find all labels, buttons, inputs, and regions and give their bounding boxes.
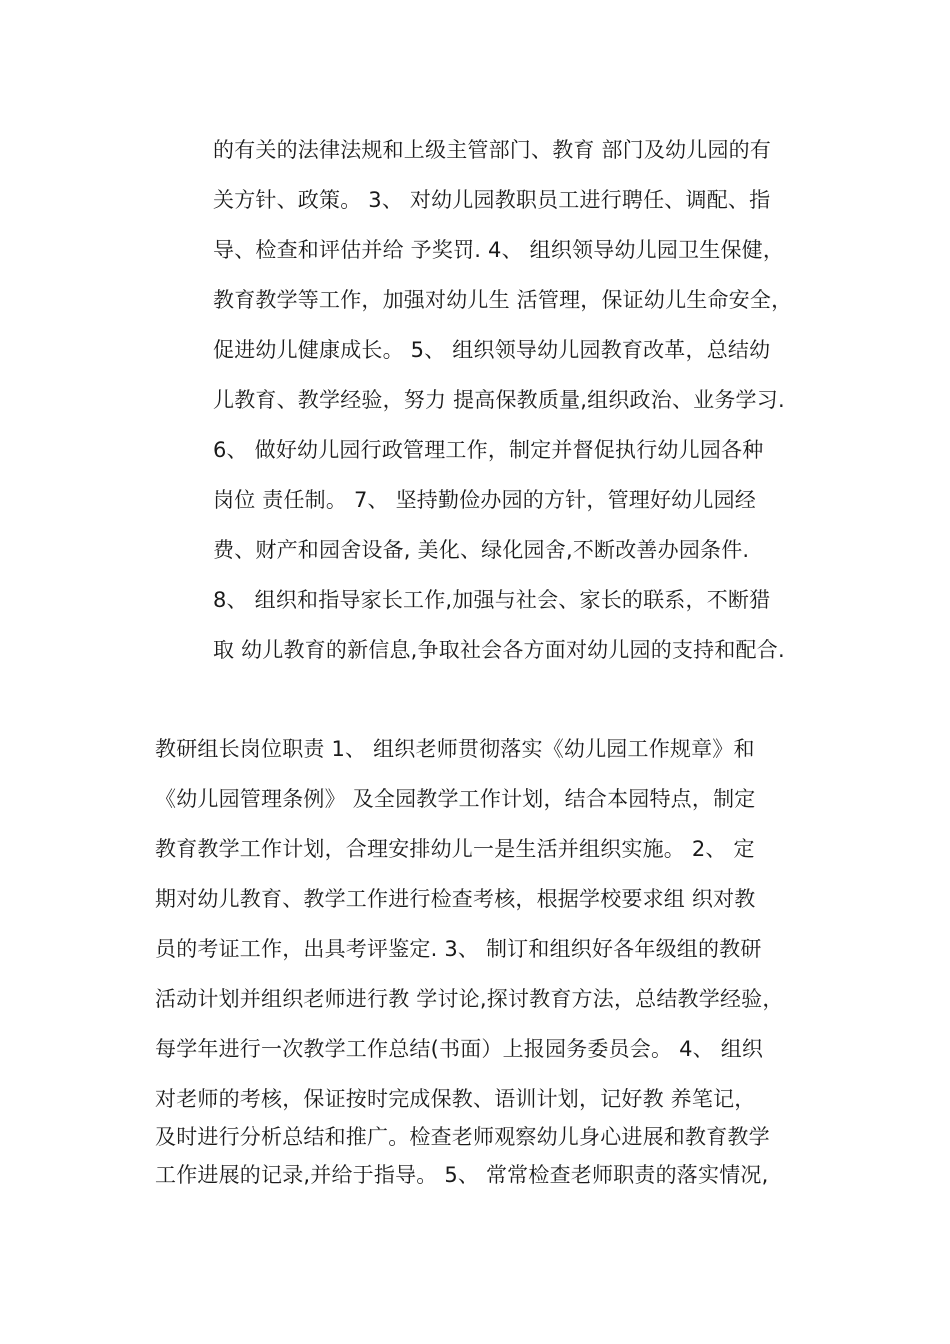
text-line: 对老师的考核，保证按时完成保教、语训计划，记好教 养笔记， [155,1087,756,1111]
text-line: 费、财产和园舍设备, 美化、绿化园舍,不断改善办园条件. [213,538,750,562]
text-line: 儿教育、教学经验，努力 提高保教质量,组织政治、业务学习. [213,388,785,412]
text-line: 期对幼儿教育、教学工作进行检查考核，根据学校要求组 织对教 [155,887,756,911]
text-line: 6、 做好幼儿园行政管理工作，制定并督促执行幼儿园各种 [213,438,764,462]
text-line: 促进幼儿健康成长。 5、 组织领导幼儿园教育改革，总结幼 [213,338,771,362]
text-line: 活动计划并组织老师进行教 学讨论,探讨教育方法，总结教学经验， [155,987,784,1011]
text-line: 教育教学工作计划，合理安排幼儿一是生活并组织实施。 2、 定 [155,837,755,861]
text-line: 及时进行分析总结和推广。检查老师观察幼儿身心进展和教育教学 [155,1125,770,1149]
text-line: 关方针、政策。 3、 对幼儿园教职员工进行聘任、调配、指 [213,188,771,212]
text-line: 取 幼儿教育的新信息,争取社会各方面对幼儿园的支持和配合. [213,638,785,662]
text-line: 《幼儿园管理条例》 及全园教学工作计划，结合本园特点，制定 [155,787,756,811]
text-line: 教研组长岗位职责 1、 组织老师贯彻落实《幼儿园工作规章》和 [155,737,755,761]
text-line: 的有关的法律法规和上级主管部门、教育 部门及幼儿园的有 [213,138,772,162]
text-line: 员的考证工作，出具考评鉴定. 3、 制订和组织好各年级组的教研 [155,937,762,961]
text-line: 导、检查和评估并给 予奖罚. 4、 组织领导幼儿园卫生保健， [213,238,785,262]
text-line: 8、 组织和指导家长工作,加强与社会、家长的联系，不断猎 [213,588,771,612]
text-line: 岗位 责任制。 7、 坚持勤俭办园的方针，管理好幼儿园经 [213,488,756,512]
text-line: 教育教学等工作，加强对幼儿生 活管理，保证幼儿生命安全， [213,288,793,312]
text-line: 工作进展的记录,并给于指导。 5、 常常检查老师职责的落实情况, [155,1163,769,1187]
text-line: 每学年进行一次教学工作总结(书面）上报园务委员会。 4、 组织 [155,1037,764,1061]
